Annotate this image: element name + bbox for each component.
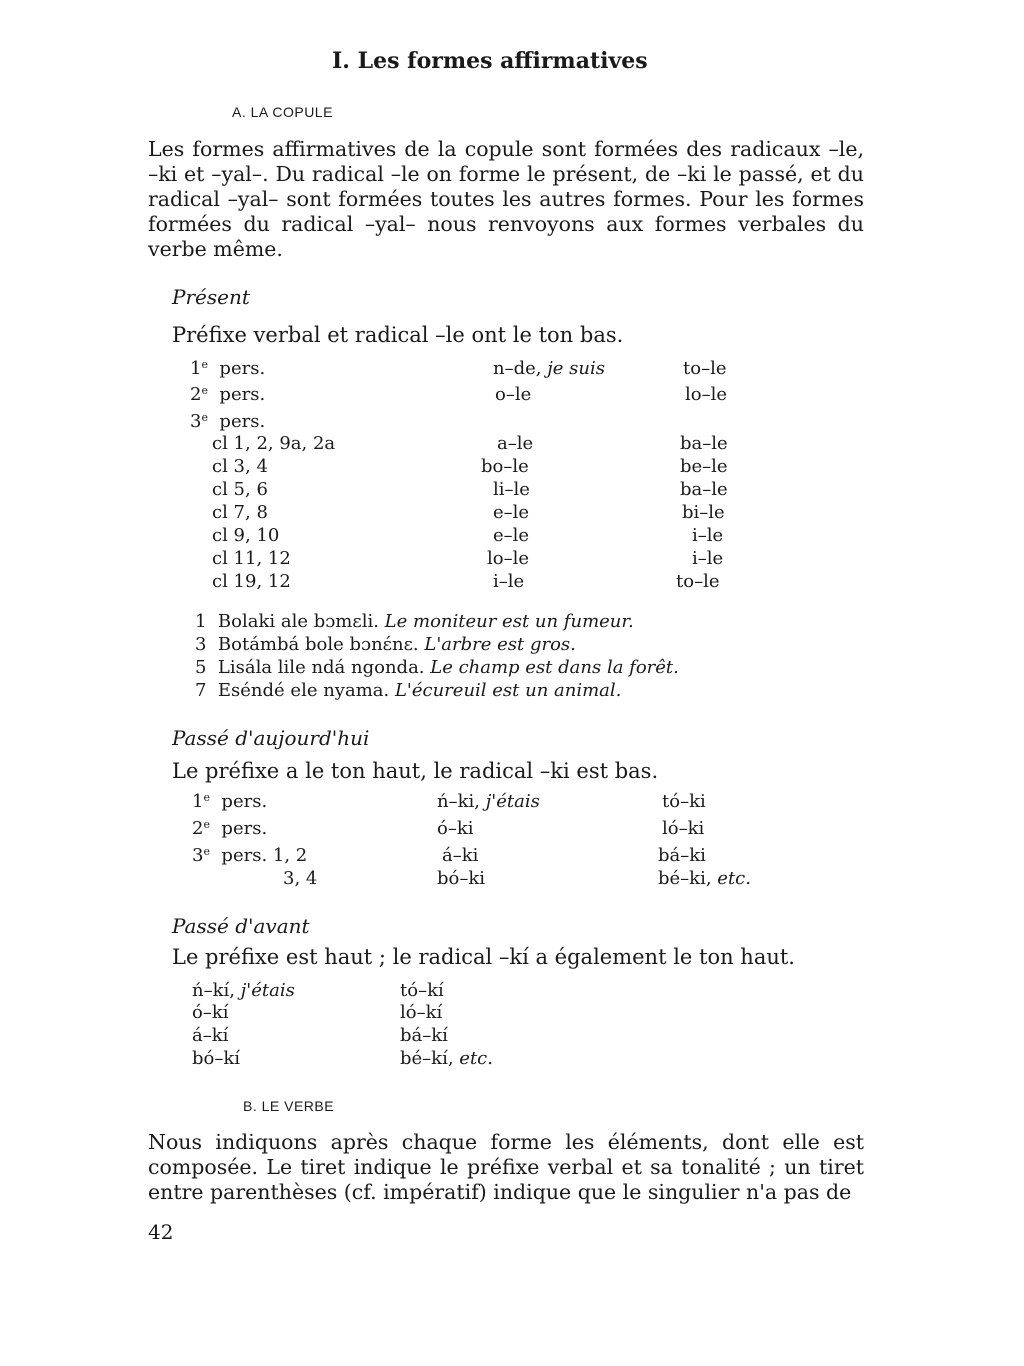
avant-row-pl: ló–kí: [400, 1002, 443, 1023]
example-sentence: 3 Botámbá bole bɔnɛ́nɛ. L'arbre est gros.: [195, 634, 576, 655]
class-pl: ba–le: [680, 479, 728, 500]
page-number: 42: [148, 1220, 174, 1244]
passe-aujourdhui-lead: Le préfixe a le ton haut, le radical –ki est bas.: [172, 759, 659, 783]
class-label: cl 9, 10: [212, 525, 280, 546]
class-sg: bo–le: [481, 456, 529, 477]
class-label: cl 3, 4: [212, 456, 268, 477]
class-sg: a–le: [497, 433, 534, 454]
class-sg: i–le: [493, 571, 525, 592]
class-sg: li–le: [493, 479, 530, 500]
example-sentence: 5 Lisála lile ndá ngonda. Le champ est dans la forêt.: [195, 657, 679, 678]
present-row-2-label: 2e pers.: [190, 384, 266, 405]
class-pl: i–le: [692, 525, 724, 546]
passe-row-pl: bé–ki, etc.: [658, 868, 751, 889]
class-pl: i–le: [692, 548, 724, 569]
class-sg: e–le: [493, 502, 530, 523]
passe-row-sg: ń–ki, j'étais: [437, 791, 540, 812]
class-label: cl 7, 8: [212, 502, 268, 523]
passe-row-pl: ló–ki: [662, 818, 705, 839]
passe-row-sg: ó–ki: [437, 818, 474, 839]
class-pl: bi–le: [682, 502, 725, 523]
class-label: cl 1, 2, 9a, 2a: [212, 433, 336, 454]
class-label: cl 5, 6: [212, 479, 268, 500]
present-lead: Préfixe verbal et radical –le ont le ton bas.: [172, 323, 624, 347]
class-sg: lo–le: [487, 548, 530, 569]
present-row-1-sg: n–de, je suis: [493, 358, 605, 379]
avant-row-pl: bé–kí, etc.: [400, 1048, 493, 1069]
avant-row-pl: tó–kí: [400, 980, 444, 1001]
closing-paragraph: Nous indiquons après chaque forme les éléments, dont elle est composée. Le tiret indique le préfixe verbal et sa tonalité ; un tiret entre parenthèses (cf. impératif) indique que le singulier n'a pas de: [148, 1130, 864, 1204]
present-row-1-pl: to–le: [683, 358, 727, 379]
class-pl: ba–le: [680, 433, 728, 454]
passe-row-label: 3, 4: [283, 868, 318, 889]
passe-row-sg: bó–ki: [437, 868, 486, 889]
passe-row-pl: bá–ki: [658, 845, 706, 866]
avant-row-sg: bó–kí: [192, 1048, 241, 1069]
present-row-3-label: 3e pers.: [190, 411, 266, 432]
passe-avant-lead: Le préfixe est haut ; le radical –kí a également le ton haut.: [172, 945, 795, 969]
class-sg: e–le: [493, 525, 530, 546]
present-row-2-sg: o–le: [495, 384, 532, 405]
avant-row-sg: á–kí: [192, 1025, 229, 1046]
passe-avant-heading: Passé d'avant: [172, 914, 310, 938]
section-heading-verbe: B. LE VERBE: [243, 1098, 335, 1114]
present-heading: Présent: [172, 285, 250, 309]
passe-row-label: 2e pers.: [192, 818, 268, 839]
passe-aujourdhui-heading: Passé d'aujourd'hui: [172, 726, 370, 750]
chapter-title: I. Les formes affirmatives: [332, 48, 648, 74]
present-row-1-label: 1e pers.: [190, 358, 266, 379]
section-heading-copule: A. LA COPULE: [232, 104, 333, 120]
intro-paragraph: Les formes affirmatives de la copule sont formées des radicaux –le, –ki et –yal–. Du radical –le on forme le présent, de –ki le passé, et du radical –yal– sont formées toutes les autres formes. Pour les formes formées du radical –yal– nous renvoyons aux formes verbales du verbe même.: [148, 137, 864, 261]
class-pl: to–le: [676, 571, 720, 592]
example-sentence: 7 Eséndé ele nyama. L'écureuil est un animal.: [195, 680, 622, 701]
passe-row-label: 1e pers.: [192, 791, 268, 812]
avant-row-sg: ń–kí, j'étais: [192, 980, 295, 1001]
class-label: cl 19, 12: [212, 571, 291, 592]
passe-row-pl: tó–ki: [662, 791, 706, 812]
present-row-2-pl: lo–le: [685, 384, 728, 405]
passe-row-label: 3e pers. 1, 2: [192, 845, 308, 866]
avant-row-sg: ó–kí: [192, 1002, 229, 1023]
class-label: cl 11, 12: [212, 548, 291, 569]
avant-row-pl: bá–kí: [400, 1025, 448, 1046]
class-pl: be–le: [680, 456, 728, 477]
passe-row-sg: á–ki: [442, 845, 479, 866]
example-sentence: 1 Bolaki ale bɔmɛli. Le moniteur est un fumeur.: [195, 611, 634, 632]
